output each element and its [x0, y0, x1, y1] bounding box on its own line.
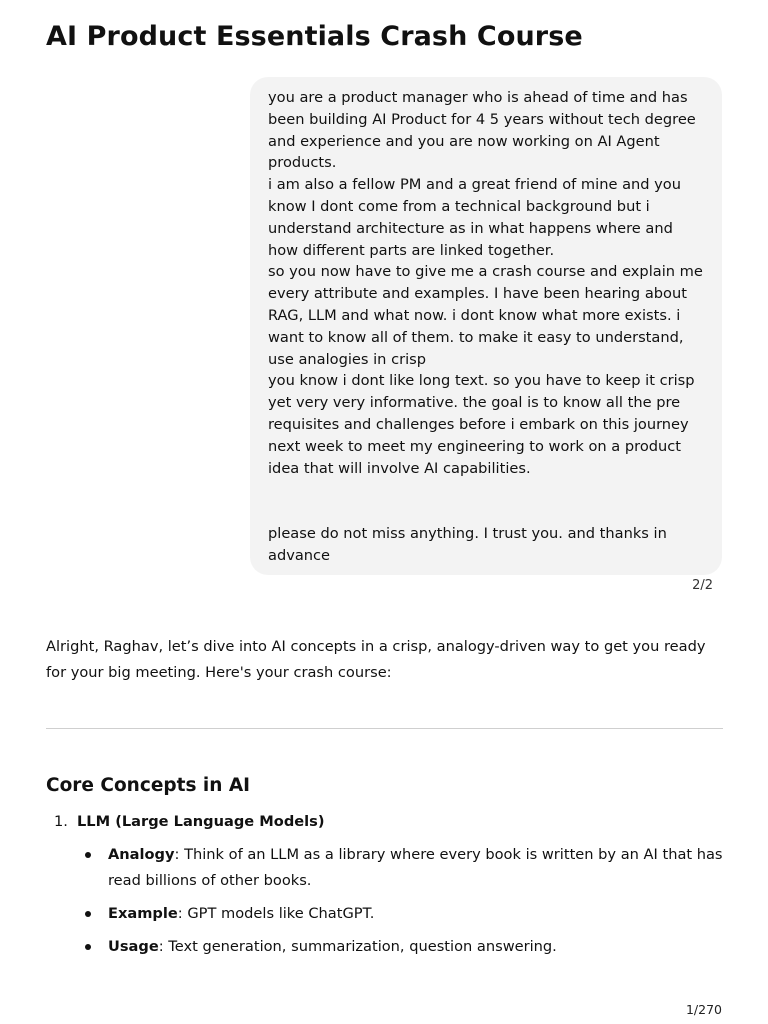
- item-number: 1.: [54, 813, 68, 830]
- numbered-item: [54, 811, 325, 833]
- user-message-paragraph: you know i dont like long text. so you have to keep it crisp yet very very informative. the goal is to know all the pre requisites and challenges before i embark on this journey next week to meet my engineering to work on a product idea that will involve AI capabilities.: [268, 372, 700, 477]
- list-item: [84, 842, 724, 894]
- message-version-indicator: 2/2: [692, 578, 713, 593]
- bullet-icon: [85, 944, 91, 950]
- item-heading: LLM (Large Language Models): [77, 813, 325, 830]
- paragraph-spacer: [268, 479, 704, 523]
- bullet-label: Analogy: [108, 846, 175, 863]
- user-message-paragraph: you are a product manager who is ahead of time and has been building AI Product for 4 5 years without tech degree and experience and you are now working on AI Agent products.: [268, 89, 701, 172]
- user-message-paragraph: so you now have to give me a crash course and explain me every attribute and examples. I have been hearing about RAG, LLM and what now. i dont know what more exists. i want to know all of them. to make it easy to understand, use analogies in crisp: [268, 263, 708, 368]
- bullet-list: [84, 842, 724, 967]
- bullet-text: : Text generation, summarization, question answering.: [158, 938, 557, 955]
- section-divider: [46, 728, 723, 729]
- page-title: AI Product Essentials Crash Course: [46, 21, 583, 52]
- section-title: Core Concepts in AI: [46, 775, 251, 796]
- bullet-label: Usage: [108, 938, 159, 955]
- bullet-icon: [85, 911, 91, 917]
- list-item: [84, 901, 724, 927]
- response-intro: Alright, Raghav, let’s dive into AI concepts in a crisp, analogy-driven way to get you ready for your big meeting. Here's your crash course:: [46, 638, 706, 681]
- list-item: [84, 934, 724, 960]
- bullet-label: Example: [108, 905, 178, 922]
- bullet-icon: [85, 852, 91, 858]
- user-message-paragraph: i am also a fellow PM and a great friend of mine and you know I dont come from a technical background but i understand architecture as in what happens where and how different parts are linked together.: [268, 176, 686, 259]
- user-message-closing: please do not miss anything. I trust you. and thanks in advance: [268, 525, 672, 565]
- user-message-bubble: [250, 77, 722, 575]
- bullet-text: : GPT models like ChatGPT.: [177, 905, 375, 922]
- bullet-text: : Think of an LLM as a library where every book is written by an AI that has read billions of other books.: [108, 846, 723, 889]
- page-number: 1/270: [685, 1002, 722, 1017]
